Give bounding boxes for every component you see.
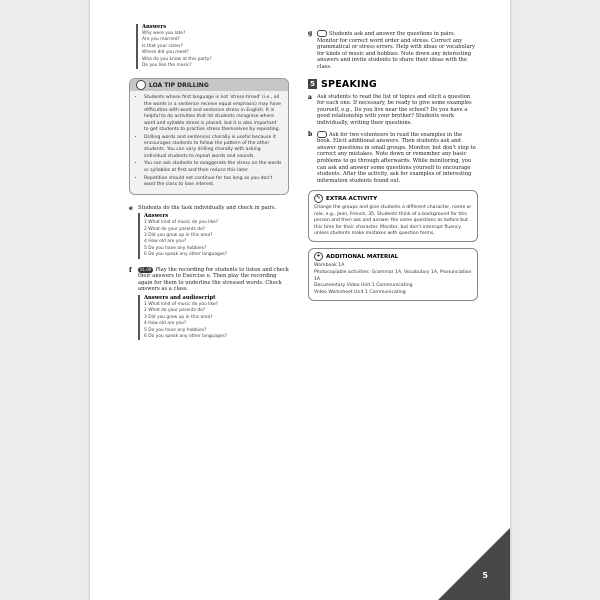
task-text bbox=[317, 131, 478, 185]
page-corner-triangle bbox=[438, 528, 510, 600]
lightbulb-icon bbox=[136, 80, 146, 90]
document-page bbox=[90, 0, 510, 600]
answer-line: 4 How old are you? bbox=[144, 239, 187, 245]
page-number: 5 bbox=[482, 571, 488, 580]
answer-line: 1 What kind of music do you like? bbox=[144, 302, 219, 307]
task-text-body: Students ask and answer the questions in pairs. Monitor for correct word order and stress. Correct any grammatical or stress errors. Help with ideas or vocabulary for kinds of music and hobbies. Note down any interesting answers and invite students to share their ideas with the class. bbox=[317, 31, 475, 70]
section-number: 5 bbox=[308, 79, 317, 89]
right-column bbox=[308, 30, 478, 301]
answer-line: 2 What do your parents do? bbox=[144, 226, 206, 232]
task-text: Ask students to read the list of topics and elicit a question for each one. If necessary, be ready to give some examples yourself, e.g., Do you live near the school? Do you have a good relationship with your brother? Students work individually, writing their questions. bbox=[317, 93, 472, 126]
task-text bbox=[317, 30, 478, 71]
answer-line: 3 Did you grow up in this area? bbox=[144, 314, 213, 320]
answers-block bbox=[138, 213, 276, 258]
pencil-icon: ✎ bbox=[314, 194, 323, 203]
section-title: SPEAKING bbox=[321, 78, 377, 90]
answer-line: Do you like the music? bbox=[142, 63, 192, 69]
task-text-body: Ask for two volunteers to read the examples in the book. Elicit additional answers. Then students ask and answer questions in small groups. Monitor, but don't stop to correct any mistakes. Note down or remember any basic problems to go through afterwards. While monitoring, you can ask and answer some questions yourself to encourage students. After the activity, ask for examples of interesting information students found out. bbox=[317, 131, 476, 184]
material-line: Workbook 1A bbox=[314, 263, 345, 269]
speaking-task-a bbox=[308, 94, 478, 127]
speech-bubble-icon bbox=[317, 30, 327, 37]
speech-bubble-icon bbox=[317, 131, 327, 138]
task-letter: e bbox=[129, 204, 133, 212]
loa-tip-list bbox=[130, 95, 288, 188]
answer-line: 5 Do you have any hobbies? bbox=[144, 245, 207, 251]
answer-line: 6 Do you speak any other languages? bbox=[144, 252, 228, 258]
task-f bbox=[129, 267, 289, 341]
loa-tip-header bbox=[130, 79, 288, 91]
speaking-task-b bbox=[308, 131, 478, 185]
answers-title: Answers bbox=[144, 213, 169, 220]
material-line: Documentary Video Unit 1 Communicating bbox=[314, 283, 413, 289]
answer-line: 3 Did you grow up in this area? bbox=[144, 233, 213, 238]
loa-tip-bullet: • Repetition should not continue for too long as you don't want the class to lose interest. bbox=[144, 176, 282, 189]
answers-block bbox=[138, 295, 289, 340]
answers-title: Answers and audioscript bbox=[144, 295, 216, 301]
answer-line: Who do you know at this party? bbox=[142, 56, 212, 62]
answer-line: 5 Do you have any hobbies? bbox=[144, 327, 207, 333]
loa-tip-bullet: • You can ask students to exaggerate the stress on the words or syllables at first and then reduce this later. bbox=[144, 161, 282, 174]
audio-track-badge[interactable]: 01.09 bbox=[140, 266, 152, 272]
speaking-section-header bbox=[308, 79, 478, 90]
answer-line: Is that your sister? bbox=[142, 43, 183, 49]
task-text bbox=[138, 267, 289, 293]
loa-tip-bullet: • Drilling words and sentences chorally is useful because it encourages students to follow the pattern of the other students. You can vary drilling chorally with asking individual students to repeat words and sounds. bbox=[144, 135, 282, 160]
answer-line: Are you married? bbox=[142, 37, 180, 43]
extra-activity-text: Change the groups and give students a different character, name or role, e.g., Jean, French, 35. Students think of a background for this person and then ask and answer the same questions as before but this time for their character. Monitor, but don't interrupt fluency unless students make mistakes with question forms. bbox=[314, 205, 472, 236]
extra-activity-header bbox=[314, 194, 472, 203]
task-text: Students do the task individually and check in pairs. bbox=[138, 204, 277, 211]
loa-tip-box bbox=[129, 78, 289, 194]
extra-activity-box bbox=[308, 190, 478, 242]
task-letter: b bbox=[308, 130, 313, 138]
answer-line: Where did you meet? bbox=[142, 50, 190, 56]
task-letter: f bbox=[129, 266, 132, 274]
task-text-body: Play the recording for students to listen and check their answers to Exercise e. Then play the recording again for them to underline the stressed words. Check answers as a class. bbox=[138, 266, 289, 293]
task-letter: a bbox=[308, 93, 312, 101]
task-g bbox=[308, 30, 478, 71]
loa-tip-bullet: • Students whose first language is not 'stress-timed' (i.e., all the words in a sentence receive equal emphasis) may have difficulties with word and sentence stress in English. It is helpful to do activities that let students recognise where word and syllable stress is placed, but it is also important to get students to practise stress themselves by repeating. bbox=[144, 95, 282, 133]
answers-block bbox=[136, 24, 289, 69]
answers-title: Answers bbox=[142, 24, 167, 30]
extra-activity-heading: EXTRA ACTIVITY bbox=[326, 195, 378, 202]
additional-material-box bbox=[308, 248, 478, 301]
answer-line: 1 What kind of music do you like? bbox=[144, 220, 219, 226]
answer-line: 2 What do your parents do? bbox=[144, 308, 206, 314]
additional-material-heading: ADDITIONAL MATERIAL bbox=[326, 253, 399, 260]
additional-material-header bbox=[314, 252, 472, 261]
answer-line: 4 How old are you? bbox=[144, 321, 187, 327]
left-column bbox=[129, 24, 289, 340]
task-letter: g bbox=[308, 30, 313, 37]
task-e bbox=[129, 205, 289, 259]
loa-tip-heading: LOA TIP DRILLING bbox=[149, 81, 209, 89]
answer-line: 6 Do you speak any other languages? bbox=[144, 334, 228, 340]
material-line: Photocopiable activities: Grammar 1A, Vocabulary 1A, Pronunciation 1A bbox=[314, 269, 472, 282]
plus-icon: + bbox=[314, 252, 323, 261]
answer-line: Why were you late? bbox=[142, 31, 186, 36]
material-line: Video Worksheet Unit 1 Communicating bbox=[314, 289, 406, 295]
